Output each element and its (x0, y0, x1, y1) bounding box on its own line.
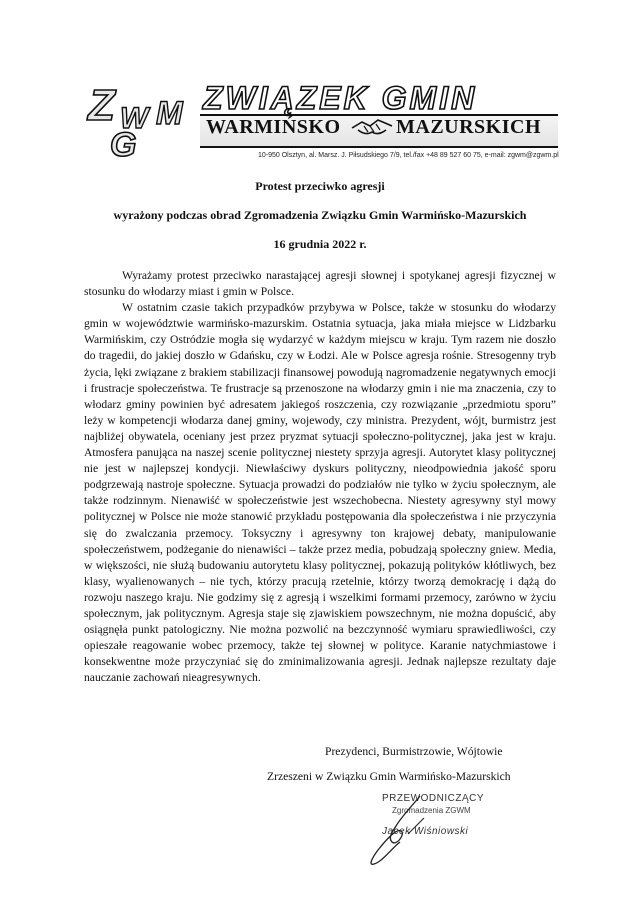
handshake-icon (350, 112, 394, 140)
body-paragraph: Wyrażamy protest przeciwko narastającej agresji słownej i spotykanej agresji fizycznej w stosunku do włodarzy miast i gmin w Polsce. (84, 269, 556, 299)
stamp-role: PRZEWODNICZĄCY (382, 793, 484, 804)
stamp-name: Jacek Wiśniowski (382, 826, 469, 837)
svg-text:W: W (120, 102, 149, 135)
svg-text:G: G (110, 126, 137, 158)
closing-line: Prezydenci, Burmistrzowie, Wójtowie (325, 745, 503, 758)
document-title: Protest przeciwko agresji (255, 179, 385, 193)
stamp-organization: Zgromadzenia ZGWM (392, 806, 471, 815)
svg-text:M: M (156, 95, 183, 131)
body-paragraph: W ostatnim czasie takich przypadków przybywa w Polsce, także w stosunku do włodarzy gmin w województwie warmińsko-mazurskim. Ostatnia sytuacja, jaka miała miejsce w Lidzbarku Warmińskim, czy Ostródzie mogła się wydarzyć w każdym miejscu w kraju. Tym razem nie doszło do tragedii, do jakiej doszło w Gdańsku, czy w Łodzi. Ale w Polsce agresja rośnie. Stresogenny tryb życia, lęki związane z brakiem stabilizacji finansowej powodują nagromadzenie negatywnych emocji i frustracje społeczeństwa. Te frustracje są przenoszone na włodarzy gmin i nie ma znaczenia, czy to włodarz gminy powinien być adresatem jakiegoś roszczenia, czy rozwiązanie „przedmiotu sporu” leży w kompetencji włodarza danej gminy, wojewody, czy ministra. Prezydent, wójt, burmistrz jest najbliżej obywatela, oceniany jest przez pryzmat sytuacji społeczno-politycznej, jaka jest w kraju. Atmosfera panująca na naszej scenie politycznej niestety sprzyja agresji. Autorytet klasy politycznej nie jest w najlepszej kondycji. Niewłaściwy dyskurs polityczny, nieodpowiednia jakość sporu podgrzewają nastroje społeczne. Sytuacja prowadzi do podziałów nie tylko w życiu społecznym, ale także rodzinnym. Nienawiść w społeczeństwie jest wszechobecna. Niestety agresywny styl mowy politycznej w Polsce nie może stanowić przykładu postępowania dla społeczeństwa i nie przyczynia się do zwalczania przemocy. Toksyczny i agresywny ton krajowej debaty, manipulowanie społeczeństwem, podżeganie do nienawiści – także przez media, pobudzają społeczny gniew. Media, w większości, nie służą budowaniu autorytetu klasy politycznej, pokazują polityków kłótliwych, bez klasy, wyalienowanych – nie tych, którzy pracują rzetelnie, którzy tworzą demokrację i dążą do rozwoju naszego kraju. Nie godzimy się z agresją i wszelkimi formami przemocy, zarówno w życiu społecznym, jak politycznym. Agresja staje się zjawiskiem powszechnym, nie można dopuścić, aby osiągnęła punkt patologiczny. Nie można pozwolić na bezczynność wymiaru sprawiedliwości, czy opieszałe reagowanie wobec przemocy, także tej słownej w polityce. Karanie natychmiastowe i konsekwentne może przyczyniać się do zminimalizowania agresji. Jednak najlepsze rezultaty daje nauczanie zachowań nieagresywnych. (84, 301, 556, 685)
letterhead-address: 10-950 Olsztyn, al. Marsz. J. Piłsudskiego 7/9, tel./fax +48 89 527 60 75, e-mail: zgwm@zgwm.pl (258, 152, 559, 159)
svg-text:Z: Z (88, 81, 115, 130)
letterhead-region-2: MAZURSKICH (396, 116, 542, 138)
letterhead-region-1: WARMIŃSKO (206, 116, 341, 138)
handwritten-signature (362, 792, 442, 872)
closing-line: Zrzeszeni w Związku Gmin Warmińsko-Mazurskich (267, 770, 511, 783)
document-subtitle: wyrażony podczas obrad Zgromadzenia Związku Gmin Warmińsko-Mazurskich (113, 208, 527, 222)
letterhead-title: ZWIĄZEK GMIN (203, 80, 478, 116)
document-date: 16 grudnia 2022 r. (273, 237, 367, 251)
document-body (84, 268, 556, 686)
